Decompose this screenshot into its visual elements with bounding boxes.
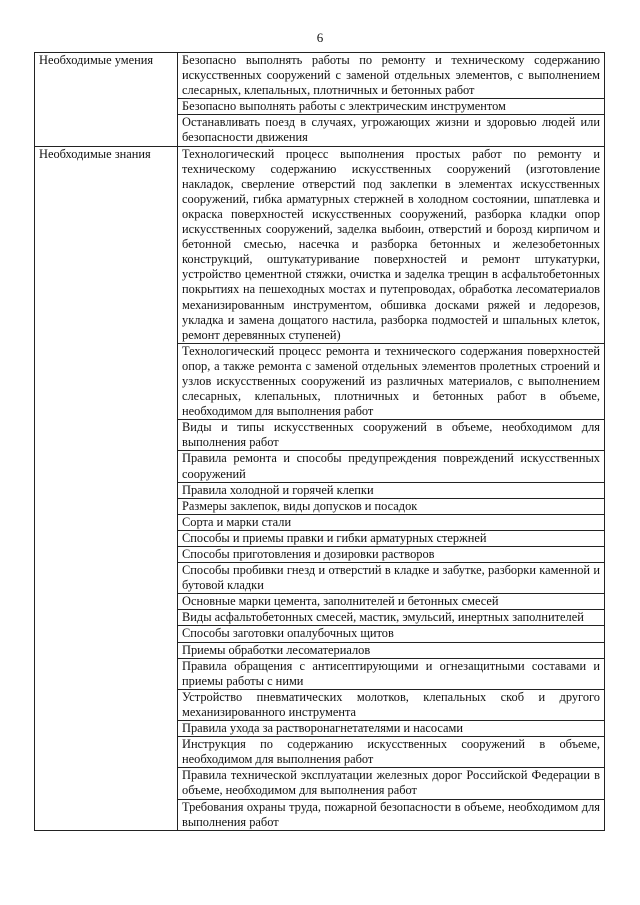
requirement-item: Останавливать поезд в случаях, угрожающих жизни и здоровью людей или безопасности движения (178, 115, 605, 146)
requirement-item: Правила ухода за растворонагнетателями и насосами (178, 721, 605, 737)
requirement-item: Способы приготовления и дозировки растворов (178, 547, 605, 563)
requirement-item: Правила ремонта и способы предупреждения повреждений искусственных сооружений (178, 451, 605, 482)
table-row (35, 53, 605, 99)
requirement-item: Сорта и марки стали (178, 514, 605, 530)
requirement-item: Безопасно выполнять работы с электрическим инструментом (178, 99, 605, 115)
section-label: Необходимые знания (35, 146, 178, 830)
table-row (35, 146, 605, 343)
requirement-item: Виды асфальтобетонных смесей, мастик, эмульсий, инертных заполнителей (178, 610, 605, 626)
requirement-item: Приемы обработки лесоматериалов (178, 642, 605, 658)
requirement-item: Безопасно выполнять работы по ремонту и техническому содержанию искусственных сооружений с заменой отдельных элементов, с выполнением слесарных, клепальных, плотничных и бетонных работ (178, 53, 605, 99)
requirement-item: Технологический процесс ремонта и технического содержания поверхностей опор, а также ремонта с заменой отдельных элементов пролетных строений и узлов искусственных сооружений из различных материалов, с выполнением слесарных, клепальных, плотничных и бетонных работ в объеме, необходимом для выполнения работ (178, 343, 605, 419)
requirement-item: Правила холодной и горячей клепки (178, 482, 605, 498)
requirement-item: Способы пробивки гнезд и отверстий в кладке и забутке, разборки каменной и бутовой кладки (178, 563, 605, 594)
requirement-item: Правила обращения с антисептирующими и огнезащитными составами и приемы работы с ними (178, 658, 605, 689)
section-label: Необходимые умения (35, 53, 178, 147)
requirements-table (34, 52, 605, 831)
requirement-item: Основные марки цемента, заполнителей и бетонных смесей (178, 594, 605, 610)
requirement-item: Требования охраны труда, пожарной безопасности в объеме, необходимом для выполнения работ (178, 799, 605, 830)
requirement-item: Инструкция по содержанию искусственных сооружений в объеме, необходимом для выполнения работ (178, 737, 605, 768)
page-number: 6 (316, 30, 324, 45)
requirements-table-body (35, 53, 605, 831)
requirement-item: Виды и типы искусственных сооружений в объеме, необходимом для выполнения работ (178, 420, 605, 451)
requirement-item: Устройство пневматических молотков, клепальных скоб и другого механизированного инструмента (178, 689, 605, 720)
requirement-item: Размеры заклепок, виды допусков и посадок (178, 498, 605, 514)
requirement-item: Правила технической эксплуатации железных дорог Российской Федерации в объеме, необходимом для выполнения работ (178, 768, 605, 799)
requirement-item: Способы заготовки опалубочных щитов (178, 626, 605, 642)
requirement-item: Способы и приемы правки и гибки арматурных стержней (178, 530, 605, 546)
requirement-item: Технологический процесс выполнения простых работ по ремонту и техническому содержанию искусственных сооружений (изготовление накладок, сверление отверстий под заклепки в элементах искусственных сооружений, гибка арматурных стержней в холодном состоянии, шпатлевка и окраска поверхностей искусственных сооружений, разборка кладки опор искусственных сооружений, заделка выбоин, отверстий и борозд кирпичом и бетонной смесью, насечка и разборка бетонных и железобетонных конструкций, оштукатуривание поверхностей и ремонт штукатурки, устройство цементной стяжки, очистка и заделка трещин в асфальтобетонных покрытиях на пешеходных мостах и путепроводах, обработка лесоматериалов механизированным инструментом, обшивка досками ряжей и ледорезов, укладка и замена дощатого настила, разборка подмостей и шпальных клеток, ремонт деревянных ступеней) (178, 146, 605, 343)
